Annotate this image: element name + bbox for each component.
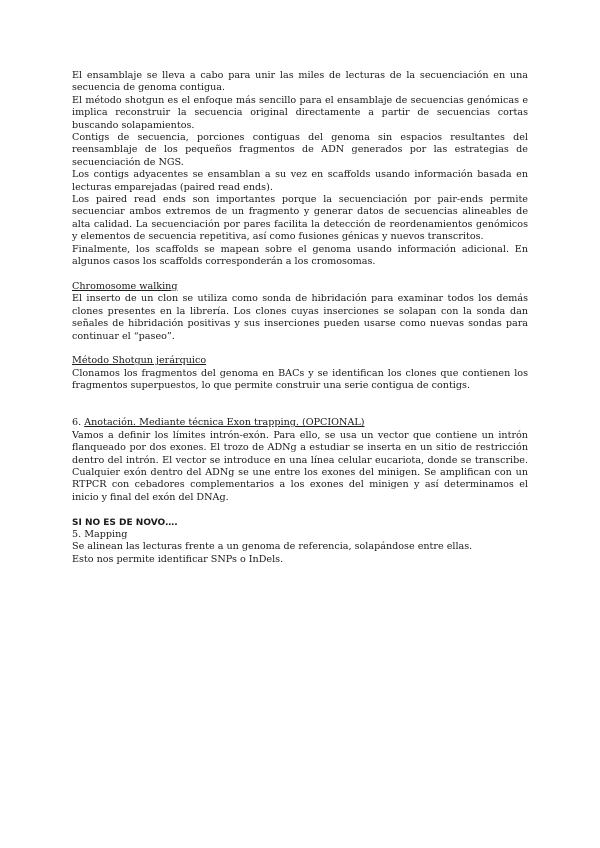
intro-paragraph: Finalmente, los scaffolds se mapean sobre el genoma usando información adicional. En algunos casos los scaffolds corresponderán a los cromosomas. [72, 243, 528, 268]
spacer [72, 269, 528, 281]
mapping-heading: 5. Mapping [72, 528, 128, 540]
mapping-line: Esto nos permite identificar SNPs o InDels. [72, 553, 284, 565]
intro-paragraph: Los paired read ends son importantes porque la secuenciación por pair-ends permite secuenciar ambos extremos de un fragmento y generar datos de secuencias alineables de alta calidad. La secuenciación por pares facilita la detección de reordenamientos genómicos y elementos de secuencia repetitiva, así como fusiones génicas y nuevos transcritos. [72, 194, 528, 243]
section-heading-shotgun-jerarquico [72, 355, 528, 367]
section-number: 6. [72, 417, 85, 429]
spacer [72, 504, 528, 516]
section-body: El inserto de un clon se utiliza como sonda de hibridación para examinar todos los demás clones presentes en la librería. Los clones cuyas inserciones se solapan con la sonda dan señales de hibridación positivas y sus inserciones pueden usarse como nuevas sondas para continuar el “paseo”. [72, 293, 528, 342]
intro-paragraph: Los contigs adyacentes se ensamblan a su vez en scaffolds usando información basada en lecturas emparejadas (paired read ends). [72, 169, 528, 193]
heading-text: Anotación. Mediante técnica Exon trapping. (OPCIONAL) [84, 417, 365, 429]
section-body: Vamos a definir los límites intrón-exón. Para ello, se usa un vector que contiene un intrón flanqueado por dos exones. El trozo de ADNg a estudiar se inserta en un sitio de restricción dentro del intrón. El vector se introduce en una línea celular eucariota, donde se transcribe. Cualquier exón dentro del ADNg se une entre los exones del minigen. Se amplifican con un RTPCR con cebadores complementarios a los exones del minigen y así determinamos el inicio y final del exón del DNAg. [72, 429, 528, 503]
mapping-line: Se alinean las lecturas frente a un genoma de referencia, solapándose entre ellas. [72, 541, 473, 553]
section-body: Clonamos los fragmentos del genoma en BACs y se identifican los clones que contienen los fragmentos superpuestos, lo que permite construir una serie contigua de contigs. [72, 367, 528, 392]
section-heading-anotacion [72, 417, 528, 429]
heading-text: Chromosome walking [72, 280, 178, 292]
intro-paragraph: Contigs de secuencia, porciones contiguas del genoma sin espacios resultantes del reensamblaje de los pequeños fragmentos de ADN generados por las estrategias de secuenciación de NGS. [72, 132, 528, 168]
document-body [72, 70, 528, 566]
no-de-novo-title: SI NO ES DE NOVO…. [72, 517, 178, 528]
intro-paragraph: El ensamblaje se lleva a cabo para unir las miles de lecturas de la secuenciación en una secuencia de genoma contigua. [72, 70, 528, 94]
spacer [72, 393, 528, 418]
intro-paragraph: El método shotgun es el enfoque más sencillo para el ensamblaje de secuencias genómicas e implica reconstruir la secuencia original directamente a partir de secuencias cortas buscando solapamientos. [72, 94, 528, 131]
heading-text: Método Shotgun jerárquico [72, 355, 207, 367]
section-heading-chromosome-walking [72, 281, 528, 293]
spacer [72, 343, 528, 355]
